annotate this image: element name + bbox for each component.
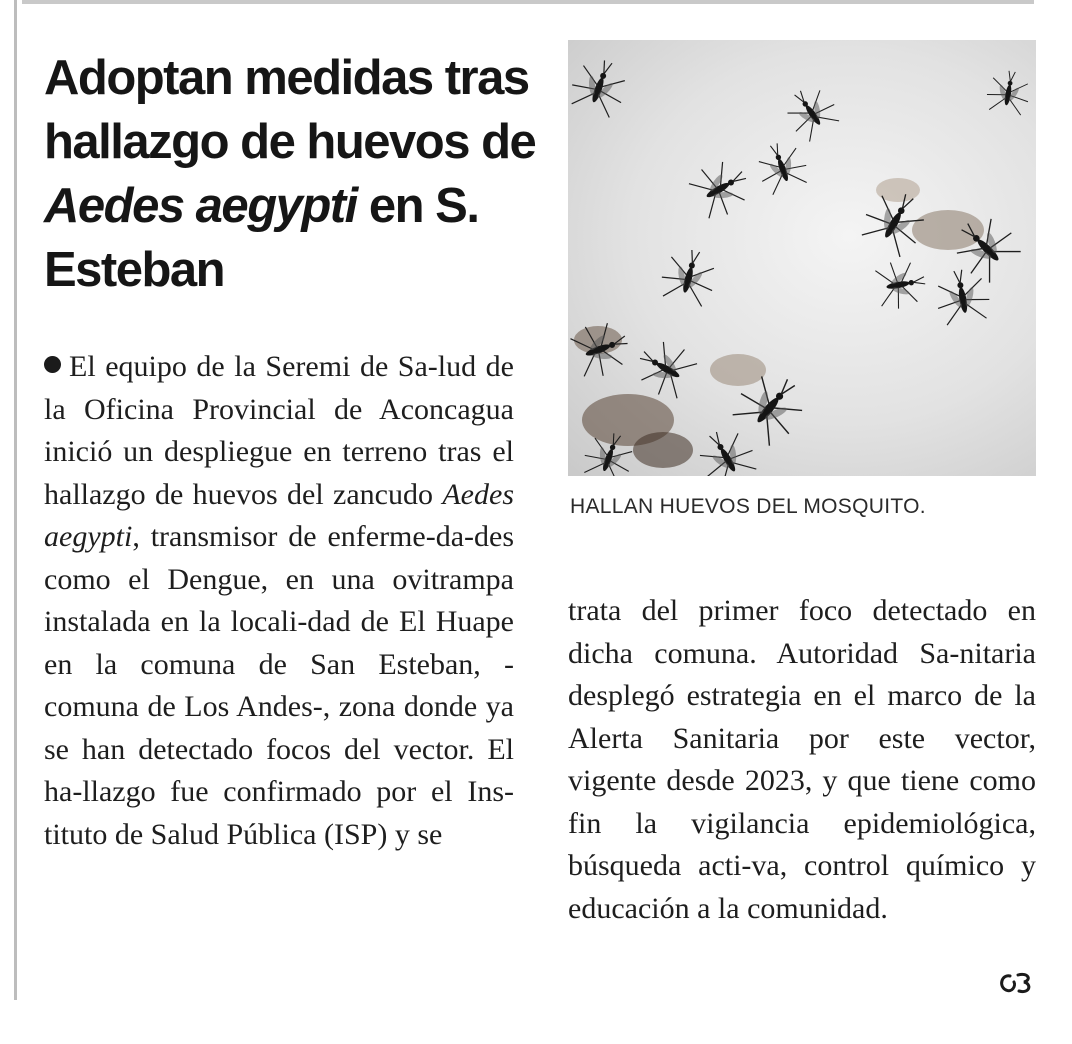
top-rule — [22, 0, 1034, 4]
headline-text-end: en S. Esteban — [44, 179, 479, 297]
mosquito-icon — [686, 152, 757, 223]
mosquito-icon — [984, 68, 1032, 116]
stain-spot — [710, 354, 766, 386]
column-rule — [14, 0, 17, 1000]
body-text-continued: , transmisor de enferme-da-des como el Dengue, en una ovitrampa instalada en la locali-dad de El Huape en la comuna de San Esteban, -comuna de Los Andes-, zona donde ya se han detectado focos del vector. El ha-llazgo fue confirmado por el Ins-tituto de Salud Pública (ISP) y se — [44, 520, 514, 851]
mosquito-icon — [932, 266, 992, 326]
mosquito-icon — [657, 244, 721, 308]
article-body-left — [44, 346, 514, 856]
mosquito-icon — [778, 79, 843, 144]
headline-text: Adoptan medidas tras hallazgo de huevos de — [44, 51, 536, 169]
photo-caption: HALLAN HUEVOS DEL MOSQUITO. — [570, 495, 926, 518]
stain-spot — [912, 210, 984, 250]
headline — [44, 46, 544, 302]
mosquito-icon — [752, 137, 812, 197]
body-species-name: Aedes aegypti — [44, 477, 514, 553]
mosquito-icon — [690, 421, 761, 476]
bullet-dot-icon — [44, 356, 61, 373]
mosquito-photo-image — [568, 40, 1036, 476]
mosquito-icon — [568, 315, 635, 382]
end-of-article-icon — [994, 966, 1038, 998]
headline-species-name: Aedes aegypti — [44, 179, 357, 233]
mosquito-icon — [568, 53, 633, 120]
stain-spot — [633, 432, 693, 468]
mosquito-photo — [568, 40, 1036, 476]
mosquito-icon — [629, 332, 700, 403]
mosquito-icon — [874, 257, 928, 311]
body-text: El equipo de la Seremi de Sa-lud de la Oficina Provincial de Aconcagua inició un despliegue en terreno tras el hallazgo de huevos del zancudo — [44, 350, 514, 511]
article-body-right — [568, 590, 1036, 930]
body-text-right: trata del primer foco detectado en dicha comuna. Autoridad Sa-nitaria desplegó estrategia en el marco de la Alerta Sanitaria por este vector, vigente desde 2023, y que tiene como fin la vigilancia epidemiológica, búsqueda acti-va, control químico y educación a la comunidad. — [568, 594, 1036, 925]
